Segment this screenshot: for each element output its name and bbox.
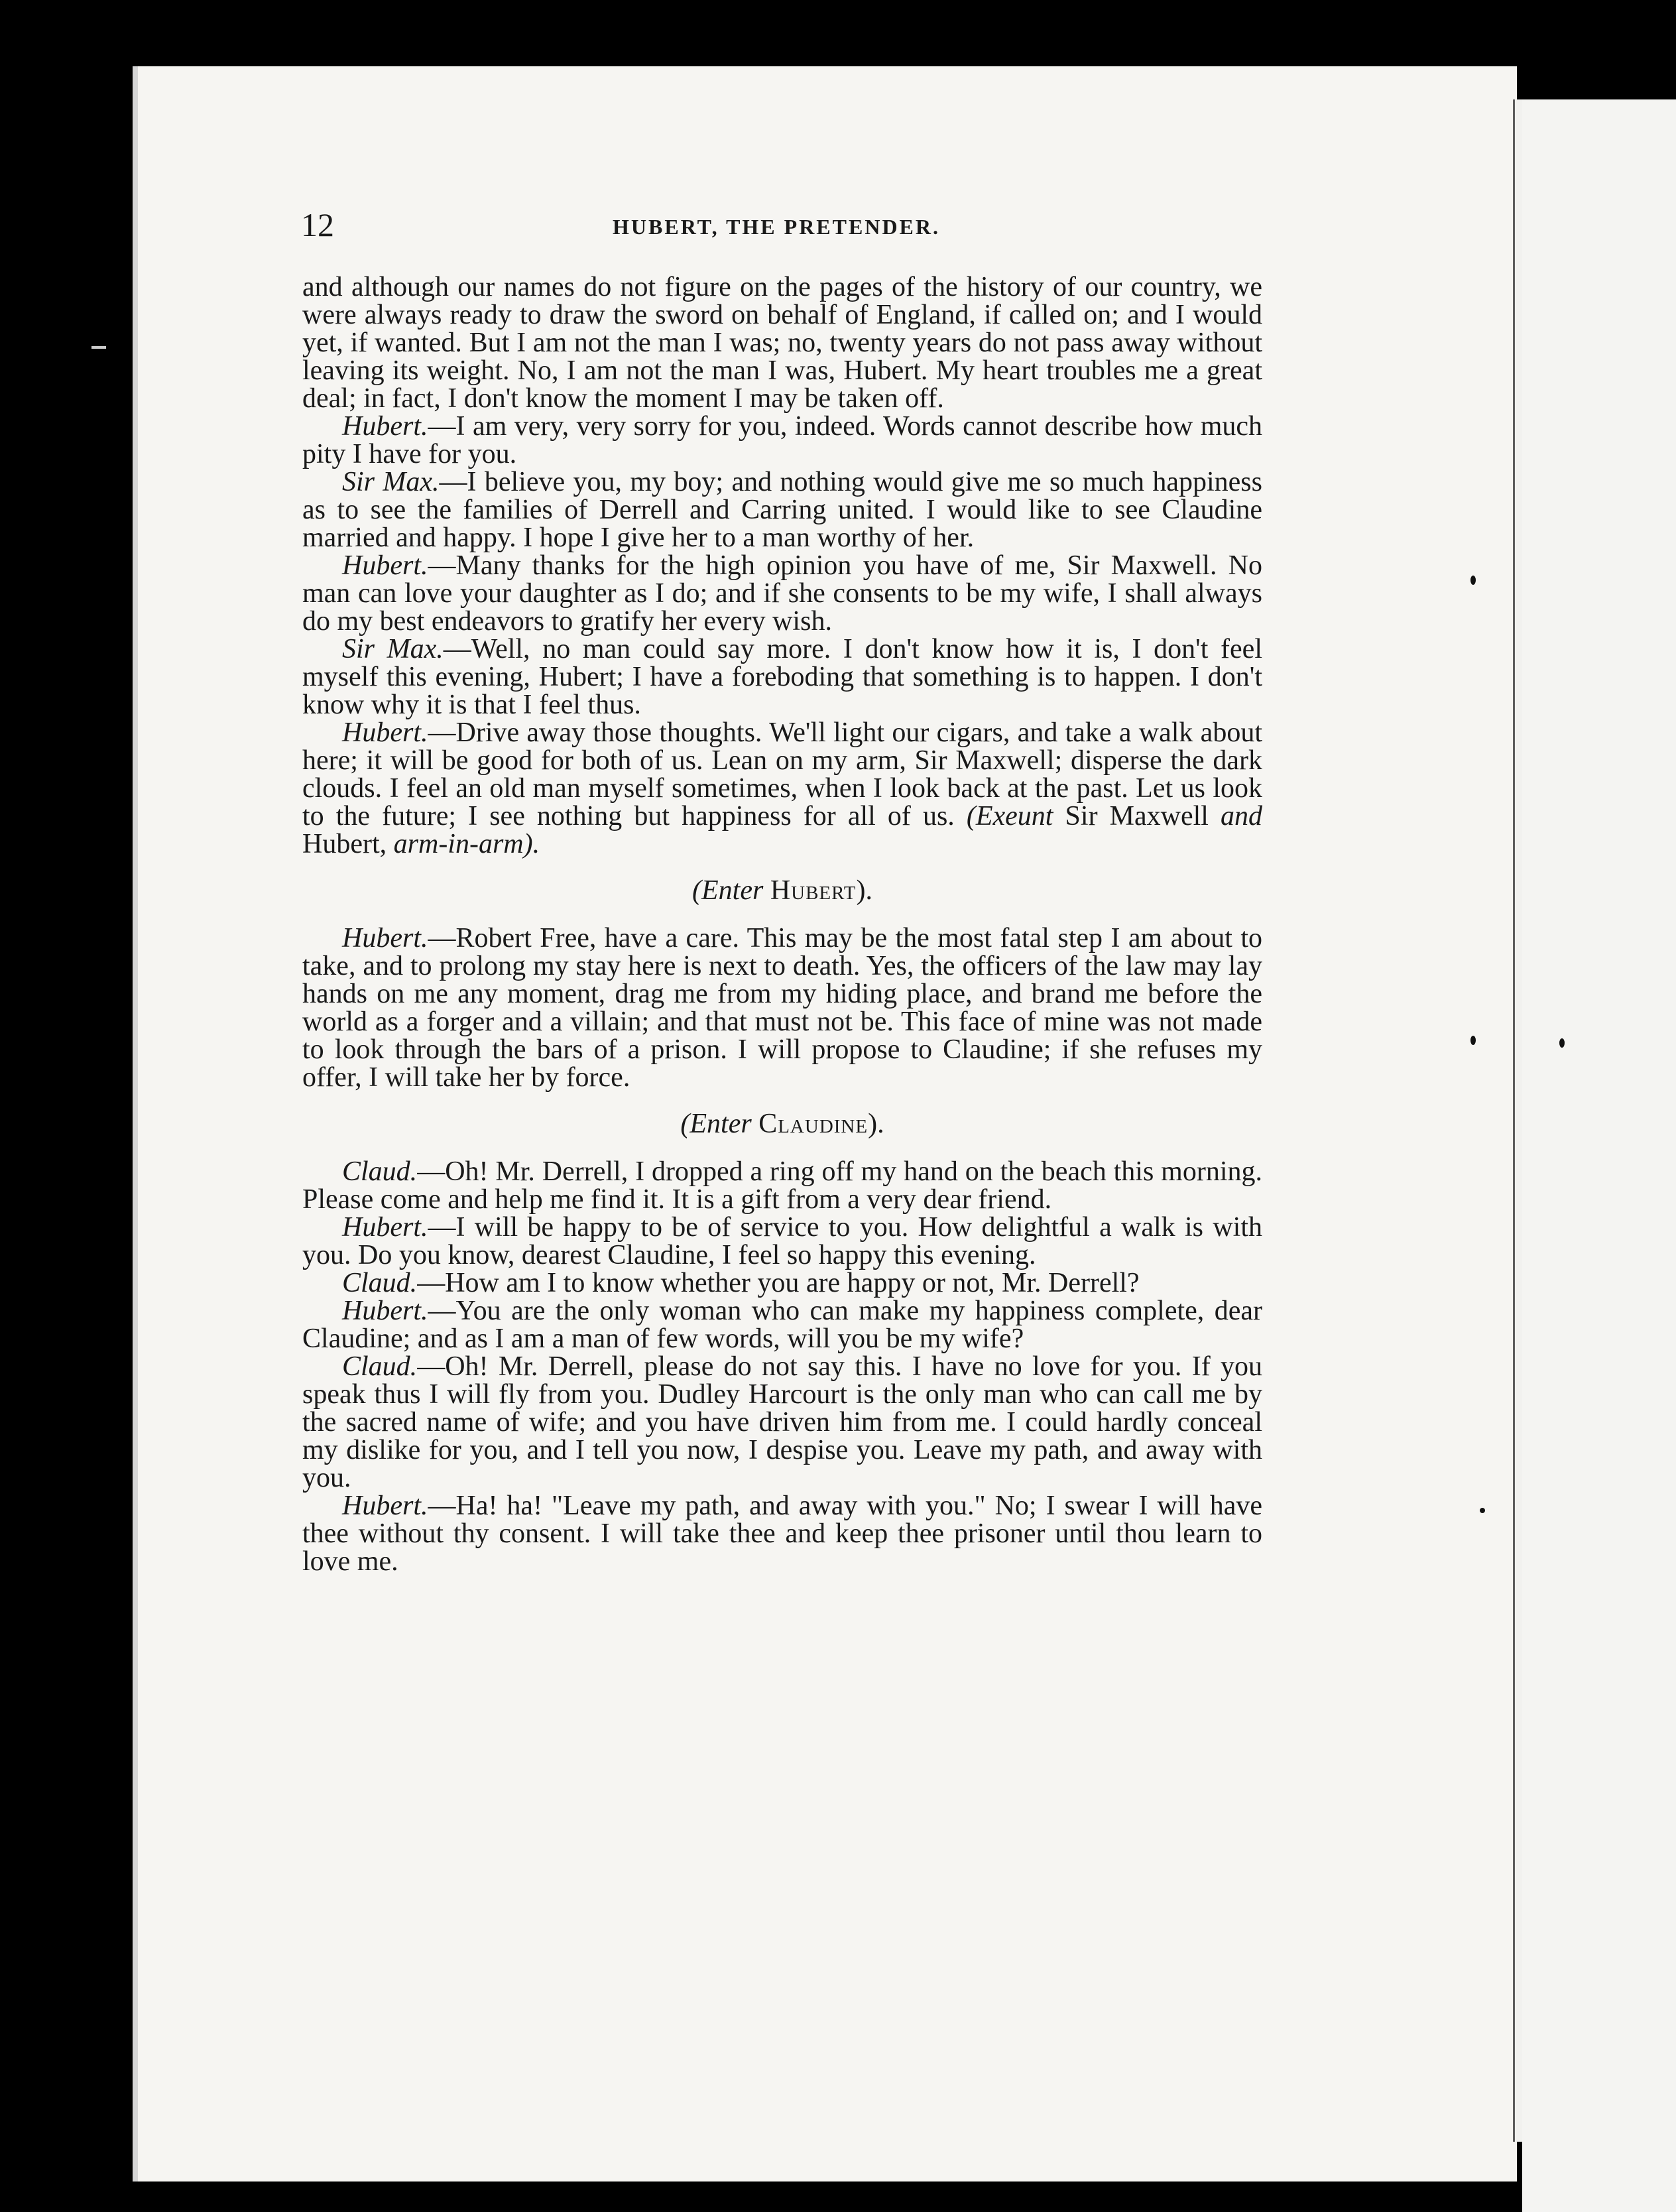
speaker-name: Claud.	[342, 1156, 418, 1187]
scan-speck	[91, 346, 106, 349]
speech-hubert-2	[302, 552, 1262, 635]
speaker-name: Hubert.	[342, 717, 428, 748]
speaker-name: Claud.	[342, 1268, 418, 1298]
stage-direction-exeunt: (Exeunt	[966, 801, 1053, 831]
speech-hubert-4	[302, 924, 1262, 1091]
stage-direction-enter-hubert	[302, 877, 1262, 904]
character-name: Claudine	[758, 1109, 868, 1139]
speech-text: —You are the only woman who can make my happiness complete, dear Claudine; and as I am a man of few words, will you be my wife?	[302, 1296, 1262, 1354]
speech-text: —Oh! Mr. Derrell, I dropped a ring off my hand on the beach this morning. Please come and help me find it. It is a gift from a very dear friend.	[302, 1156, 1262, 1215]
page-number: 12	[301, 206, 334, 243]
speech-sirmax-2	[302, 635, 1262, 719]
speech-text: —How am I to know whether you are happy or not, Mr. Derrell?	[417, 1268, 1140, 1298]
speaker-name: Hubert.	[342, 1212, 428, 1243]
scan-speck	[1470, 1036, 1476, 1045]
speech-hubert-1	[302, 412, 1262, 468]
continuation-paragraph: and although our names do not figure on the pages of the history of our country, we were always ready to draw the sword on behalf of England, if called on; and I would yet, if wanted. But I am not the man I was; no, twenty years do not pass away without leaving its weight. No, I am not the man I was, Hubert. My heart troubles me a great deal; in fact, I don't know the moment I may be taken off.	[302, 272, 1262, 414]
speech-claud-2	[302, 1269, 1262, 1297]
speech-hubert-3	[302, 719, 1262, 858]
speaker-name: Hubert.	[342, 1491, 428, 1521]
speaker-name: Hubert.	[342, 550, 428, 581]
speaker-name: Sir Max.	[342, 634, 444, 664]
speaker-name: Sir Max.	[342, 467, 440, 497]
adjacent-page-strip	[1522, 99, 1676, 2212]
speech-text: —Robert Free, have a care. This may be the most fatal step I am about to take, and to prolong my stay here is next to death. Yes, the officers of the law may lay hands on me any moment, drag me from my hiding place, and brand me before the world as a forger and a villain; and that must not be. This face of mine was not made to look through the bars of a prison. I will propose to Claudine; if she refuses my offer, I will take her by force.	[302, 923, 1262, 1093]
speech-claud-3	[302, 1353, 1262, 1492]
speaker-name: Hubert.	[342, 411, 428, 442]
page-header	[301, 206, 1269, 252]
page-body	[302, 273, 1262, 1575]
running-title: HUBERT, THE PRETENDER.	[613, 215, 940, 239]
enter-word: (Enter	[692, 875, 770, 906]
exeunt-tail: arm-in-arm).	[393, 829, 540, 859]
exeunt-and: and	[1221, 801, 1263, 831]
speech-text: —Ha! ha! "Leave my path, and away with you." No; I swear I will have thee without thy consent. I will take thee and keep thee prisoner until thou learn to love me.	[302, 1491, 1262, 1577]
enter-word: (Enter	[680, 1109, 759, 1139]
speech-hubert-7	[302, 1492, 1262, 1575]
speaker-name: Claud.	[342, 1351, 418, 1382]
speech-text: —I am very, very sorry for you, indeed. Words cannot describe how much pity I have for you.	[302, 411, 1262, 469]
scan-speck	[1470, 576, 1476, 585]
speech-sirmax-1	[302, 468, 1262, 552]
scan-speck	[1559, 1038, 1565, 1048]
speaker-name: Hubert.	[342, 1296, 428, 1326]
speaker-name: Hubert.	[342, 923, 428, 953]
stage-direction-enter-claudine	[302, 1110, 1262, 1138]
speech-text: —Many thanks for the high opinion you have of me, Sir Maxwell. No man can love your daughter as I do; and if she consents to be my wife, I shall always do my best endeavors to gratify her every wish.	[302, 550, 1262, 637]
speech-text: —I will be happy to be of service to you. How delightful a walk is with you. Do you know, dearest Claudine, I feel so happy this evening.	[302, 1212, 1262, 1270]
speech-text: —Well, no man could say more. I don't know how it is, I don't feel myself this evening, Hubert; I have a foreboding that something is to happen. I don't know why it is that I feel thus.	[302, 634, 1262, 720]
speech-text: —Oh! Mr. Derrell, please do not say this. I have no love for you. If you speak thus I will fly from you. Dudley Harcourt is the only man who can call me by the sacred name of wife; and you have driven him from me. I could hardly conceal my dislike for you, and I tell you now, I despise you. Leave my path, and away with you.	[302, 1351, 1262, 1493]
close-paren: ).	[868, 1109, 884, 1139]
exeunt-names: Sir Maxwell	[1053, 801, 1221, 831]
scan-speck	[1480, 1508, 1485, 1513]
speech-text: —I believe you, my boy; and nothing would give me so much happiness as to see the families of Derrell and Carring united. I would like to see Claudine married and happy. I hope I give her to a man worthy of her.	[302, 467, 1262, 553]
character-name: Hubert	[770, 875, 857, 906]
close-paren: ).	[856, 875, 872, 906]
exeunt-names: Hubert,	[302, 829, 394, 859]
speech-hubert-5	[302, 1213, 1262, 1269]
speech-claud-1	[302, 1158, 1262, 1213]
speech-text: —Drive away those thoughts. We'll light our cigars, and take a walk about here; it will be good for both of us. Lean on my arm, Sir Maxwell; disperse the dark clouds. I feel an old man myself sometimes, when I look back at the past. Let us look to the future; I see nothing but happiness for all of us.	[302, 717, 1262, 831]
speech-hubert-6	[302, 1297, 1262, 1353]
